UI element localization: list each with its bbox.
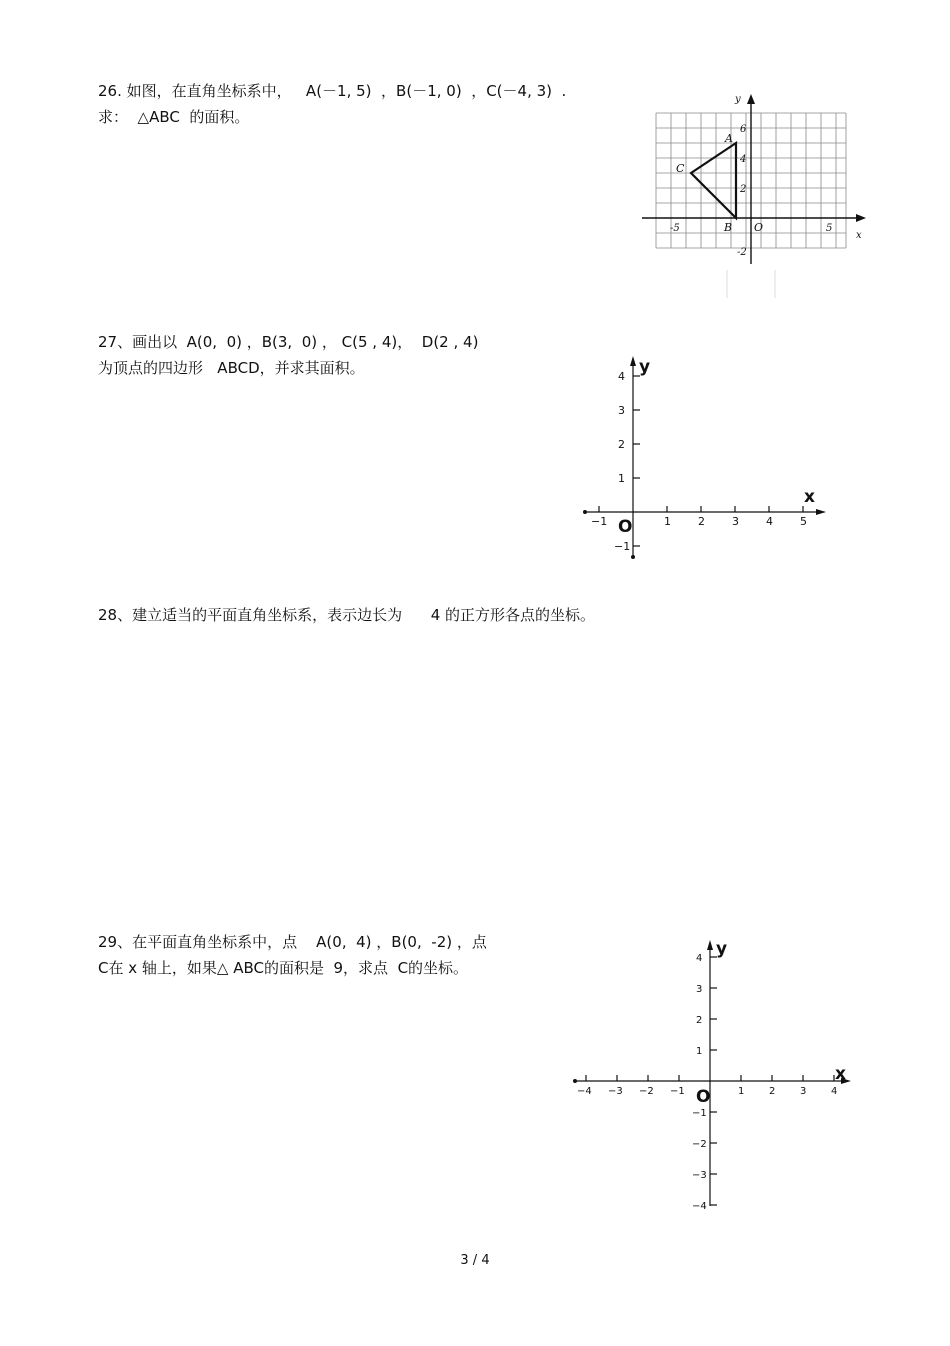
q27-ytick-2: 2 [618,438,625,451]
q26-y-label: y [735,94,741,105]
q27-ytick-1: 1 [618,472,625,485]
q26-ytick-2: 2 [740,184,747,195]
q26-xtick-5: 5 [826,223,833,234]
q26-point-b-label: B [724,221,733,234]
q26-line1: 26. 如图，在直角坐标系中， A(－1, 5) ，B(－1, 0) ，C(－4, 3) . [98,82,567,100]
q27-line2: 为顶点的四边形 ABCD，并求其面积。 [98,359,365,377]
q26-ytick-6: 6 [740,124,747,135]
q27-xtick-1: 1 [664,515,671,528]
q27-x-arrow [816,509,826,515]
q27-ytick-minus1: −1 [614,540,631,553]
q27-ytick-3: 3 [618,404,625,417]
q29-axes-figure [570,936,855,1221]
q26-point-a-label: A [725,132,733,145]
q29-xtick-2: 2 [769,1086,776,1097]
q26-line2: 求： △ABC 的面积。 [98,108,250,126]
q29-x-axis-end-dot [573,1079,577,1083]
q27-axes-figure [580,352,830,562]
q26-grid-figure [640,92,880,302]
q27-xtick-minus1: −1 [591,515,608,528]
q29-xtick-1: 1 [738,1086,745,1097]
q29-ytick-minus3: −3 [692,1170,707,1181]
q27-ytick-4: 4 [618,370,625,383]
page-number: 3 / 4 [460,1253,490,1268]
q26-triangle-abc [691,143,736,218]
q29-line2: C在 x 轴上，如果△ ABC的面积是 9，求点 C的坐标。 [98,959,469,977]
q29-ytick-minus2: −2 [692,1139,707,1150]
q29-xtick-4: 4 [831,1086,838,1097]
q27-xtick-5: 5 [800,515,807,528]
q29-ytick-4: 4 [696,953,703,964]
q26-x-arrow [856,214,866,222]
q28-line1: 28、建立适当的平面直角坐标系，表示边长为 4 的正方形各点的坐标。 [98,606,596,624]
q29-y-arrow [707,940,713,950]
q29-x-label: x [835,1064,846,1084]
q26-point-c-label: C [676,162,685,175]
q27-line1: 27、画出以 A(0, 0) ，B(3, 0) ， C(5 , 4)， D(2 , 4) [98,333,479,351]
q27-origin-label: O [618,517,633,537]
q29-y-label: y [716,939,728,959]
q29-ytick-3: 3 [696,984,703,995]
q27-xtick-2: 2 [698,515,705,528]
q29-xtick-3: 3 [800,1086,807,1097]
q29-line1: 29、在平面直角坐标系中，点 A(0, 4) ，B(0, -2) ，点 [98,933,487,951]
q27-xtick-3: 3 [732,515,739,528]
q27-y-axis-end-dot [631,555,635,559]
q26-y-arrow [747,94,755,104]
q27-y-arrow [630,356,636,366]
q29-ytick-minus1: −1 [692,1108,707,1119]
q27-x-axis-end-dot [583,510,587,514]
q29-origin-label: O [696,1087,711,1107]
q27-x-label: x [804,487,815,507]
q26-x-label: x [856,230,862,241]
q29-ytick-1: 1 [696,1046,703,1057]
q29-xtick-minus1: −1 [670,1086,685,1097]
q29-xtick-minus4: −4 [577,1086,592,1097]
q26-origin-label: O [754,221,764,234]
q27-y-label: y [639,357,651,377]
q26-axes [642,98,862,264]
q26-ytick-minus2: -2 [737,247,747,258]
q27-xtick-4: 4 [766,515,773,528]
q26-xtick-minus5: -5 [670,223,680,234]
q29-xtick-minus2: −2 [639,1086,654,1097]
q29-ytick-minus4: −4 [692,1201,707,1212]
q29-ytick-2: 2 [696,1015,703,1026]
q26-ytick-4: 4 [740,154,747,165]
q29-xtick-minus3: −3 [608,1086,623,1097]
